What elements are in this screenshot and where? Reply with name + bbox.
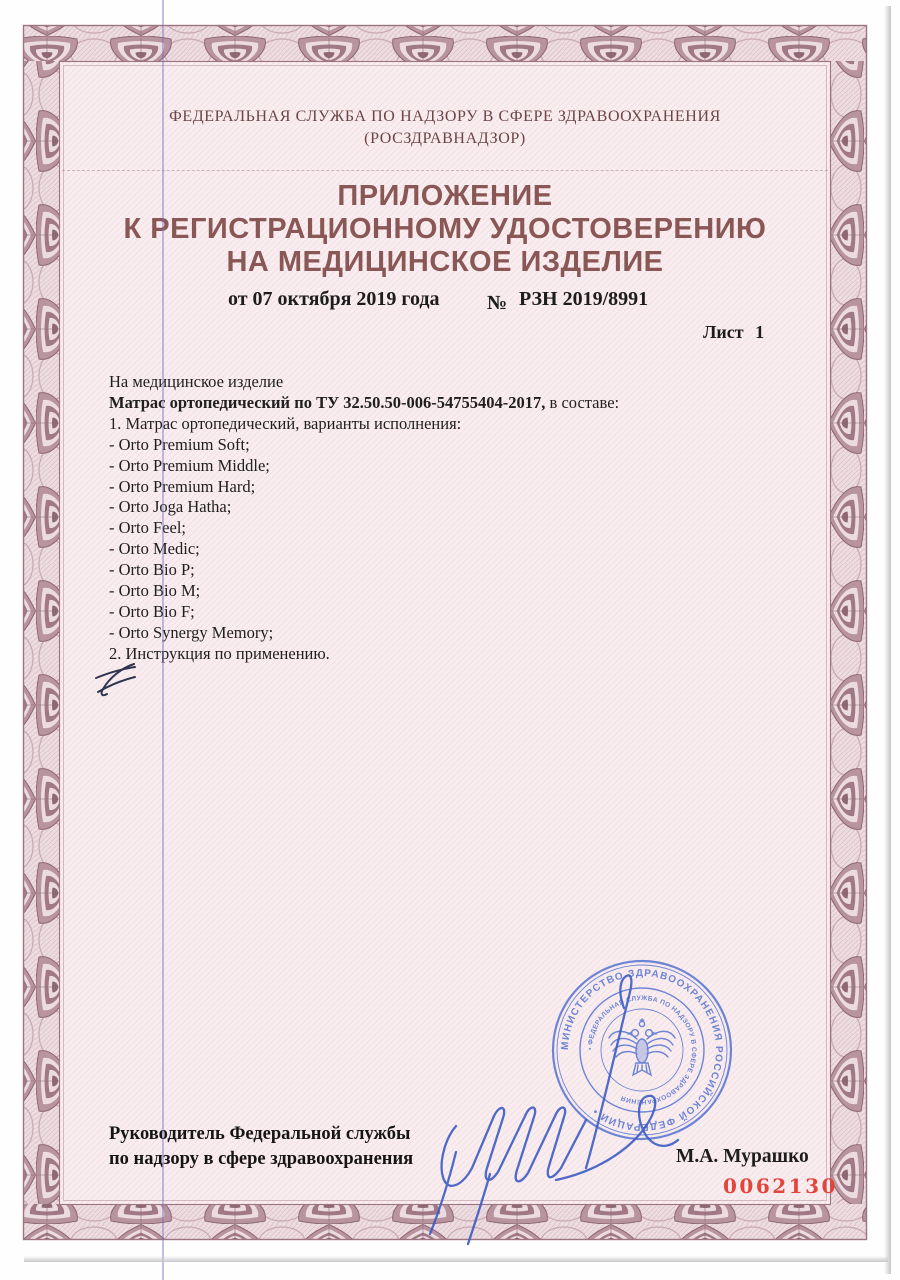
- official-title-line2: по надзору в сфере здравоохранения: [109, 1149, 414, 1169]
- list-item: - Orto Synergy Memory;: [109, 622, 274, 642]
- list-item: 2. Инструкция по применению.: [109, 643, 330, 663]
- scan-fold-line: [162, 0, 164, 1280]
- list-item: - Orto Medic;: [109, 539, 200, 559]
- official-title-line1: Руководитель Федеральной службы: [109, 1124, 411, 1144]
- registration-number: РЗН 2019/8991: [519, 288, 649, 310]
- signature-autograph: [390, 930, 710, 1260]
- seal-inner-ring-text: • ФЕДЕРАЛЬНАЯ СЛУЖБА ПО НАДЗОРУ В СФЕРЕ ЗДРАВООХРАНЕНИЯ: [586, 994, 698, 1106]
- handwritten-end-mark: [90, 658, 150, 712]
- seal-outer-ring-text: МИНИСТЕРСТВО ЗДРАВООХРАНЕНИЯ РОССИЙСКОЙ ФЕДЕРАЦИИ •: [559, 967, 725, 1133]
- document-title-line1: ПРИЛОЖЕНИЕ: [337, 180, 553, 212]
- page-edge-shadow-bottom: [24, 1256, 888, 1262]
- list-item: - Orto Premium Soft;: [109, 434, 250, 454]
- registration-date: от 07 октября 2019 года: [228, 288, 440, 310]
- product-name-tail: в составе:: [545, 392, 620, 412]
- product-name-bold: Матрас ортопедический по ТУ 32.50.50-006-54755404-2017,: [109, 392, 546, 412]
- document-title-line3: НА МЕДИЦИНСКОЕ ИЗДЕЛИЕ: [226, 246, 664, 278]
- list-item: 1. Матрас ортопедический, варианты исполнения:: [109, 413, 462, 433]
- list-item: - Orto Feel;: [109, 518, 186, 538]
- issuing-authority-line2: (РОСЗДРАВНАДЗОР): [364, 130, 526, 147]
- header-divider: [62, 170, 828, 171]
- list-item: - Orto Bio F;: [109, 601, 195, 621]
- list-item: - Orto Premium Hard;: [109, 476, 256, 496]
- signer-name: М.А. Мурашко: [676, 1146, 809, 1167]
- product-name-line: [109, 393, 729, 414]
- list-item: - Orto Joga Hatha;: [109, 497, 232, 517]
- document-title-line2: К РЕГИСТРАЦИОННОМУ УДОСТОВЕРЕНИЮ: [123, 213, 767, 245]
- registration-number-label: №: [487, 292, 508, 314]
- device-composition-block: [109, 372, 729, 665]
- list-item: - Orto Premium Middle;: [109, 455, 270, 475]
- sheet-number: Лист 1: [703, 322, 765, 342]
- body-intro: На медицинское изделие: [109, 372, 284, 391]
- list-item: - Orto Bio P;: [109, 560, 195, 580]
- page-edge-shadow-right: [884, 6, 891, 1274]
- list-item: - Orto Bio M;: [109, 581, 201, 601]
- issuing-authority-line1: ФЕДЕРАЛЬНАЯ СЛУЖБА ПО НАДЗОРУ В СФЕРЕ ЗДРАВООХРАНЕНИЯ: [169, 108, 721, 125]
- blank-serial-number: 0062130: [723, 1174, 838, 1198]
